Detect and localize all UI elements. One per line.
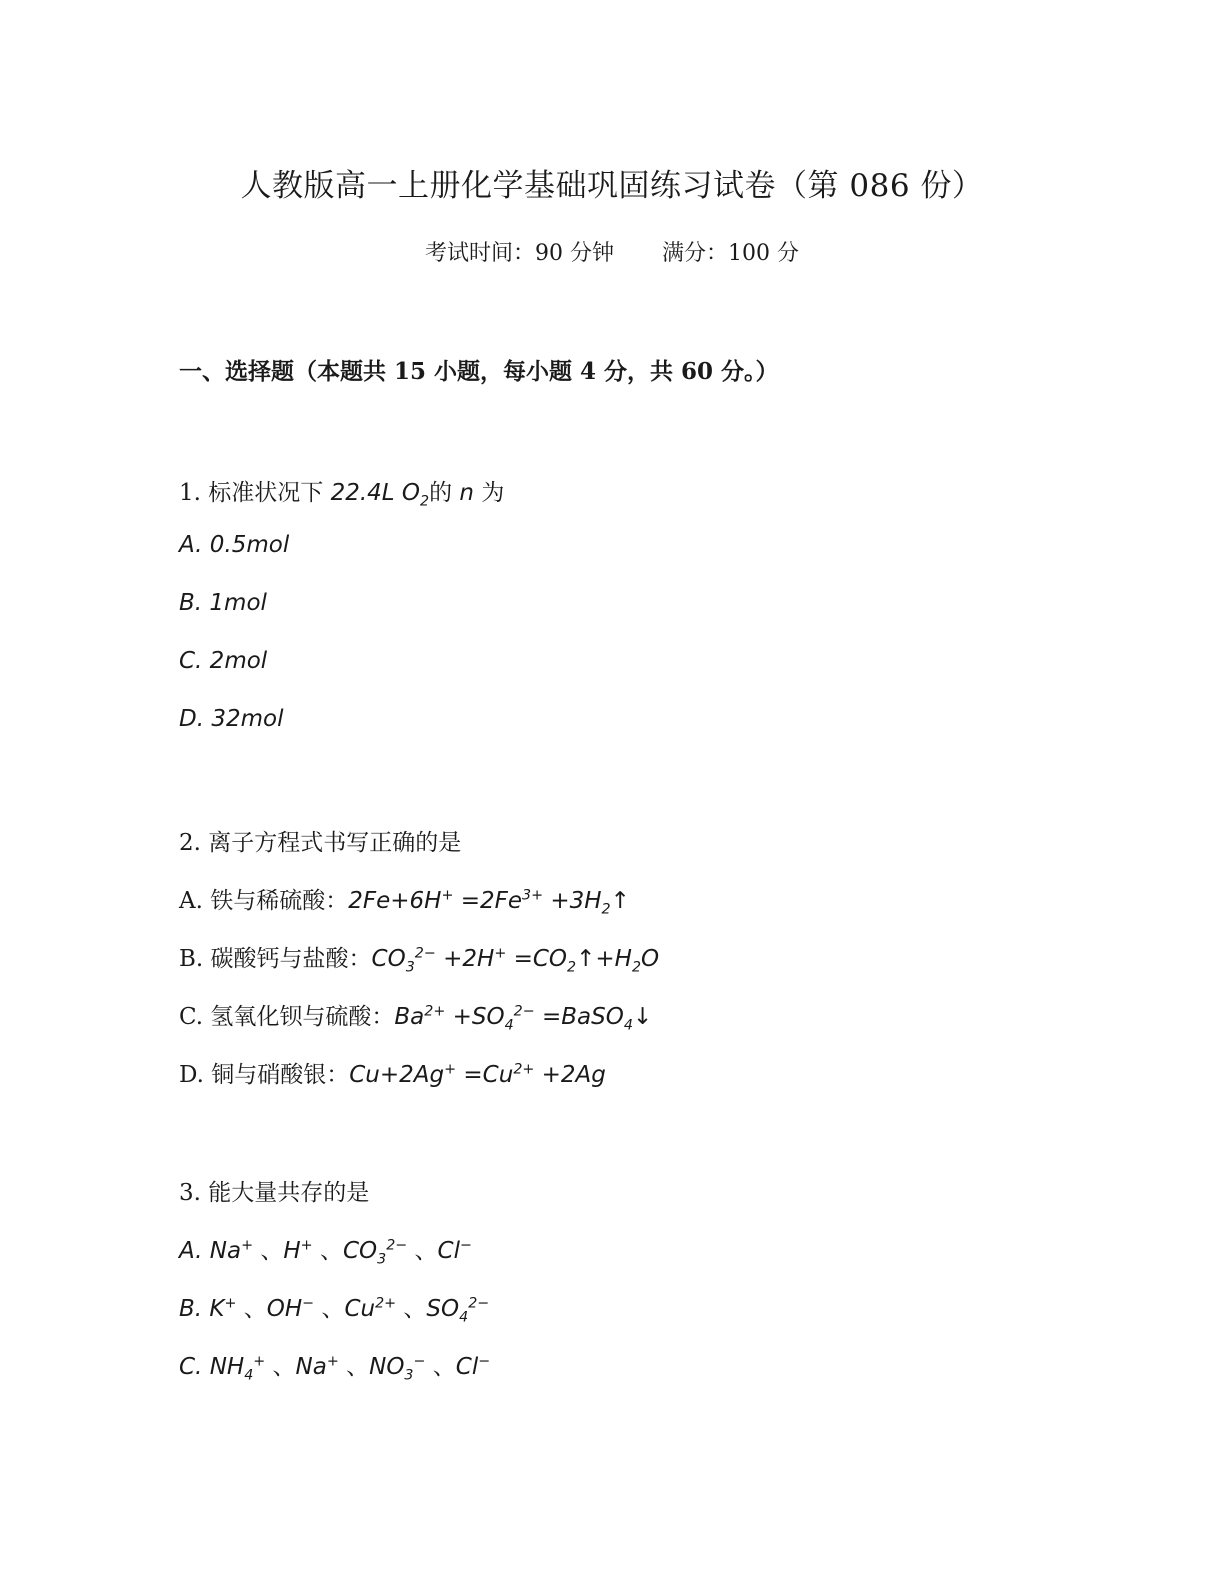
question-2-option-a: A. 铁与稀硫酸：$2Fe+6H^+ =2Fe^{3+}$ $+3H_2↑$ [179,887,630,918]
question-2-option-b: B. 碳酸钙与盐酸：$CO_3^{2-} +2H^+$ $=CO_2↑+H_2O$ [179,945,660,976]
question-1-option-a: A. 0.5mol [179,532,290,558]
question-3-option-b: B. K+ 、OH− 、$Cu^{2+}$ 、$SO_4^{2-}$ [179,1295,490,1326]
question-1-option-c: C. 2mol [179,648,268,674]
full-score: 满分：100 分 [662,241,799,266]
question-1-stem: 1. 标准状况下 22.4L $O_2$的 n 为 [179,480,505,510]
question-2-option-c: C. 氢氧化钡与硫酸：$Ba^{2+} +SO_4^{2-}$ =BaSO$_4$↓ [179,1003,653,1034]
exam-info [0,236,1224,267]
question-3-stem: 3. 能大量共存的是 [179,1180,370,1206]
question-2-option-d: D. 铜与硝酸银：$Cu+2Ag^+ =Cu^{2+} +2Ag$ [179,1061,606,1088]
page-title: 人教版高一上册化学基础巩固练习试卷（第 086 份） [240,168,984,204]
question-1-option-b: B. 1mol [179,590,267,616]
question-1-option-d: D. 32mol [179,706,284,732]
question-3-option-a: A. Na+ 、H+ 、$CO_3^{2-}$ 、Cl− [179,1237,472,1268]
question-2-stem: 2. 离子方程式书写正确的是 [179,830,462,856]
question-3-option-c: C. $NH_4^+$ 、Na+ 、$NO_3^-$ 、Cl− [179,1353,491,1384]
exam-time: 考试时间：90 分钟 [425,241,614,266]
section-heading: 一、选择题（本题共 15 小题，每小题 4 分，共 60 分。） [179,358,779,385]
